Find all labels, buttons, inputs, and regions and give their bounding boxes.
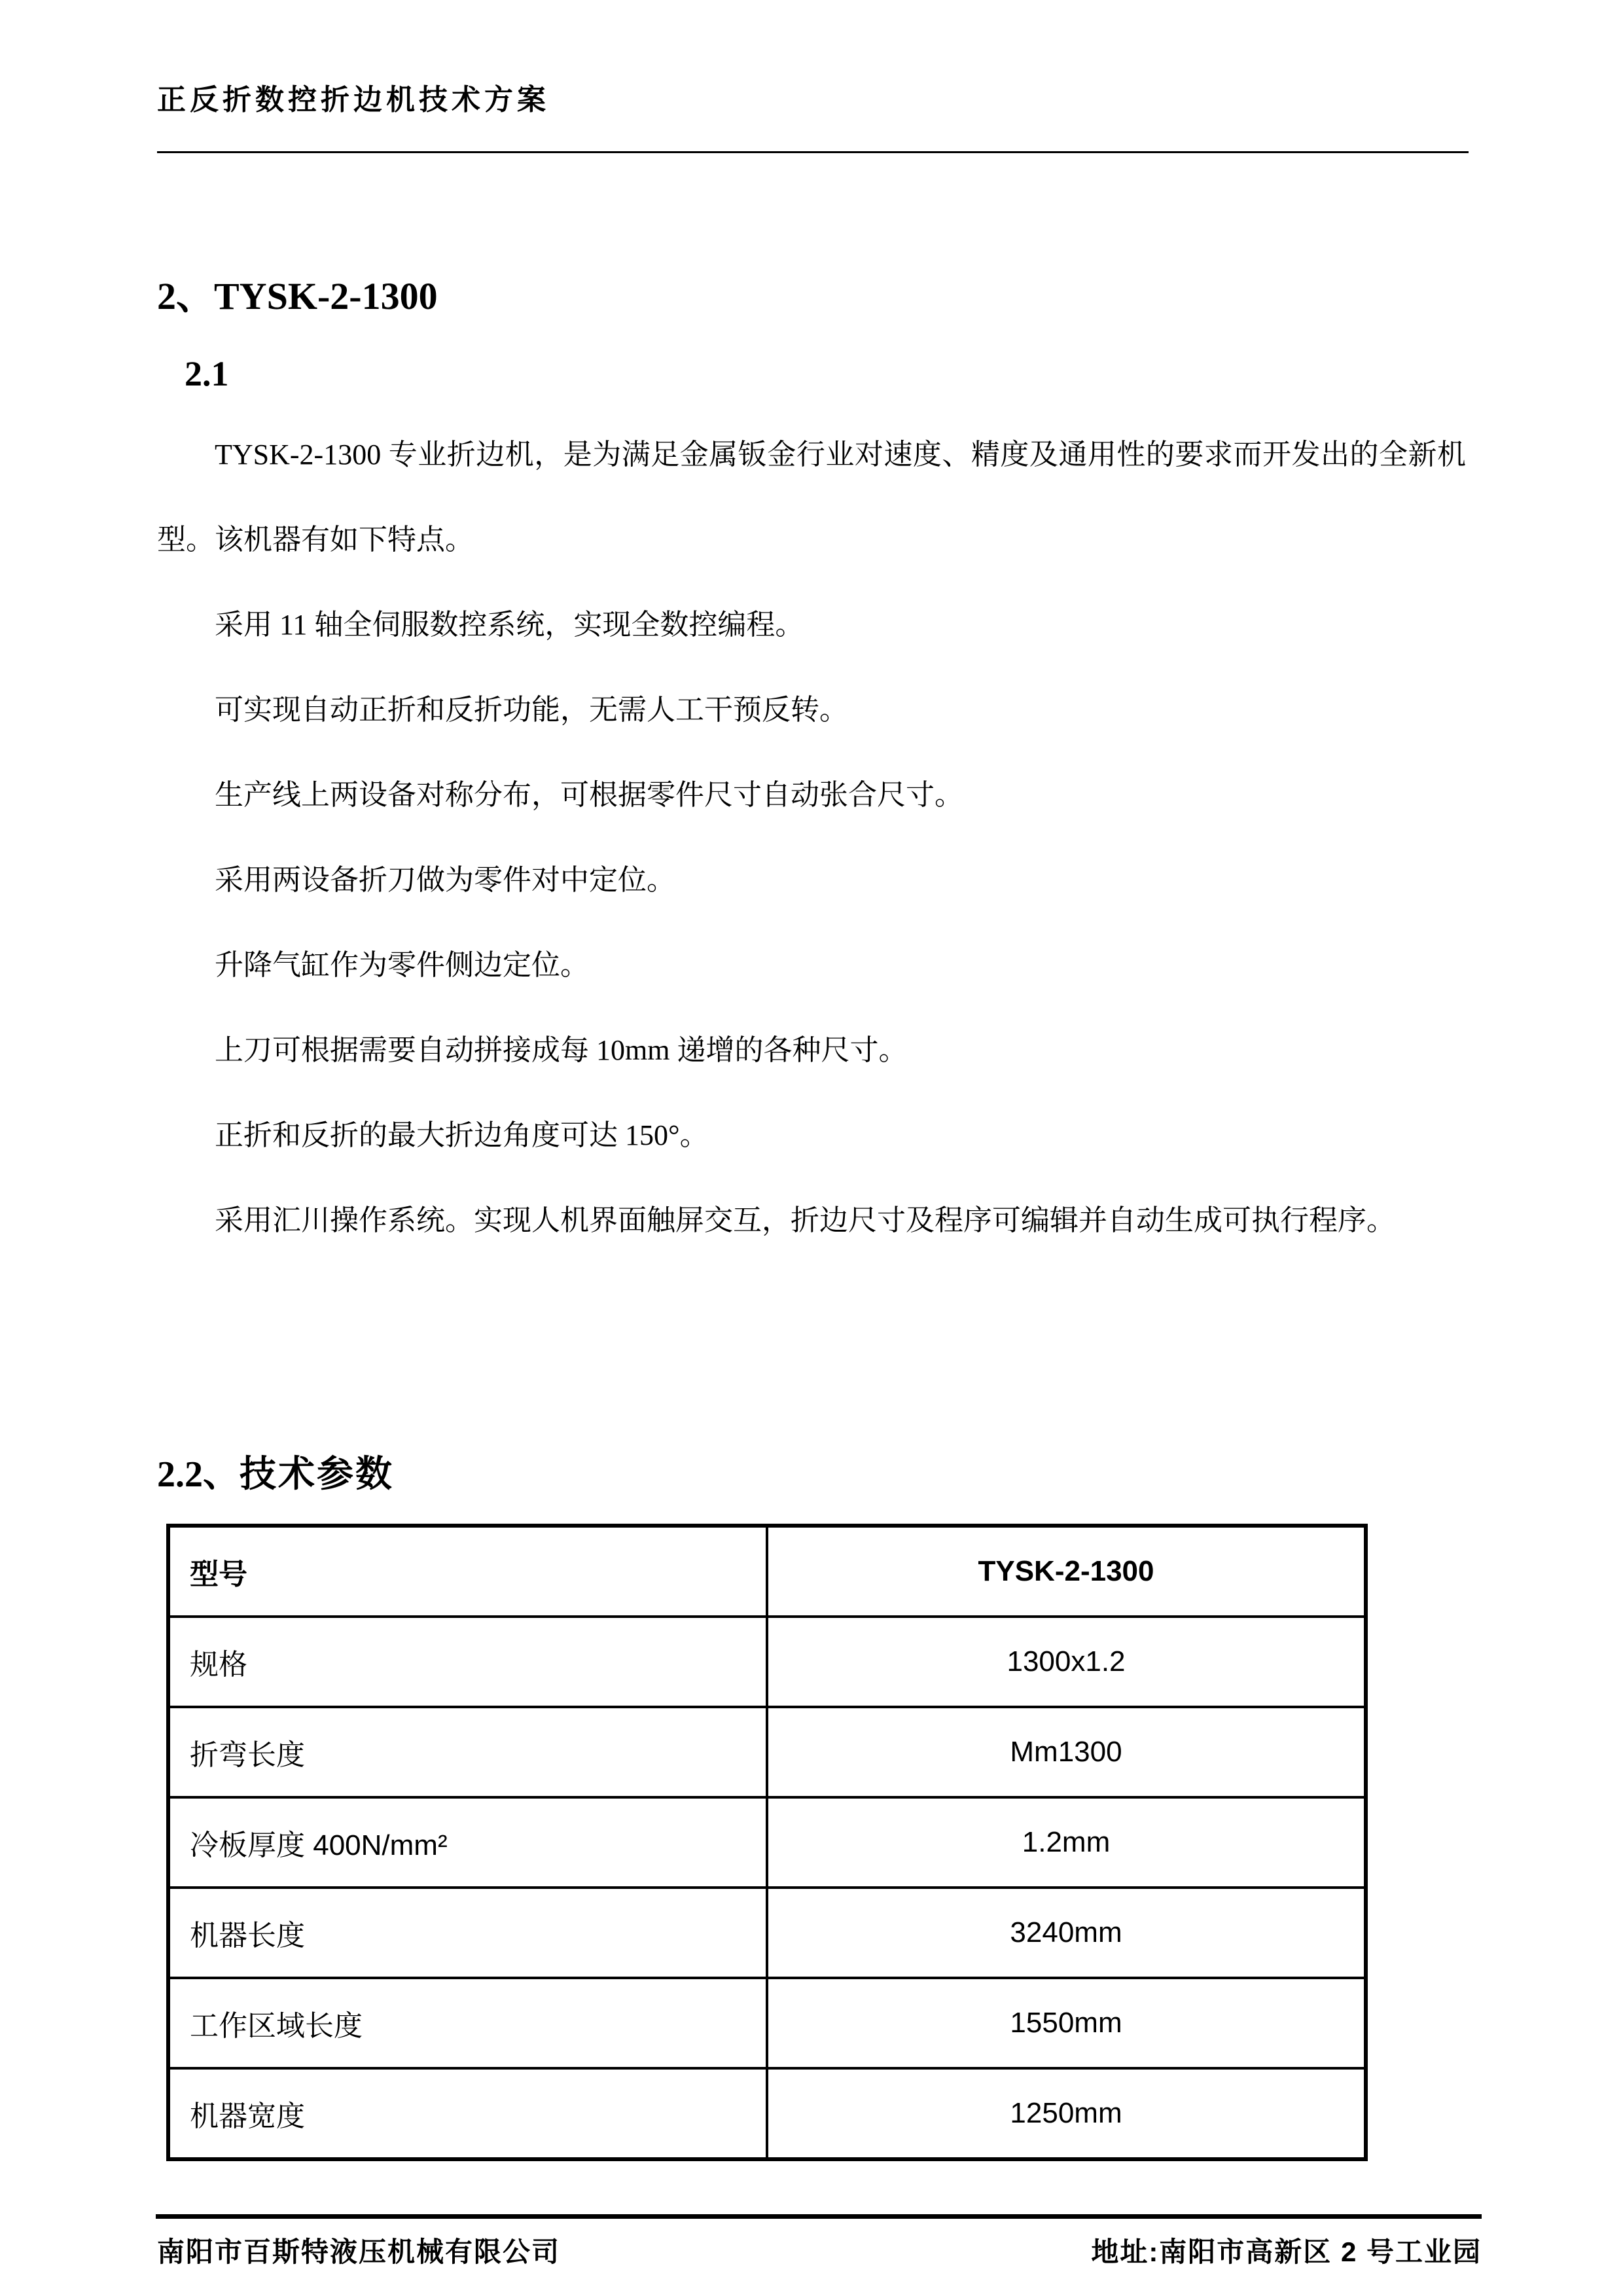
row-label: 冷板厚度 400N/mm² bbox=[168, 1797, 767, 1888]
section-title: 2、TYSK-2-1300 bbox=[157, 275, 438, 317]
table-header-row bbox=[168, 1526, 1366, 1617]
paragraph-feature-1: 采用 11 轴全伺服数控系统，实现全数控编程。 bbox=[215, 609, 804, 641]
params-heading-label: 技术参数 bbox=[240, 1453, 394, 1494]
footer-address: 地址:南阳市高新区 2 号工业园 bbox=[1091, 2236, 1482, 2267]
params-heading bbox=[157, 1445, 394, 1498]
table-header-label: 型号 bbox=[168, 1526, 767, 1617]
params-heading-number: 2.2、 bbox=[157, 1454, 240, 1495]
page-header-title: 正反折数控折边机技术方案 bbox=[157, 84, 550, 116]
paragraph-feature-3: 生产线上两设备对称分布，可根据零件尺寸自动张合尺寸。 bbox=[215, 779, 963, 811]
table-row bbox=[168, 1797, 1366, 1888]
subsection-title: 2.1 bbox=[185, 354, 229, 393]
paragraph-feature-7: 正折和反折的最大折边角度可达 150°。 bbox=[215, 1119, 709, 1151]
table-row bbox=[168, 1617, 1366, 1707]
row-label: 机器宽度 bbox=[168, 2068, 767, 2159]
table-row bbox=[168, 1978, 1366, 2068]
header-rule bbox=[157, 151, 1469, 153]
row-value: 1300x1.2 bbox=[767, 1617, 1366, 1707]
paragraph-intro: TYSK-2-1300 专业折边机，是为满足金属钣金行业对速度、精度及通用性的要求而开发出的全新机型。该机器有如下特点。 bbox=[157, 439, 1466, 556]
row-value: 3240mm bbox=[767, 1888, 1366, 1978]
table-row bbox=[168, 1707, 1366, 1797]
footer-rule bbox=[156, 2214, 1482, 2219]
footer-company: 南阳市百斯特液压机械有限公司 bbox=[157, 2236, 561, 2267]
paragraph-feature-6: 上刀可根据需要自动拼接成每 10mm 递增的各种尺寸。 bbox=[215, 1034, 908, 1066]
paragraph-feature-4: 采用两设备折刀做为零件对中定位。 bbox=[215, 864, 675, 896]
row-value: 1.2mm bbox=[767, 1797, 1366, 1888]
paragraph-feature-2: 可实现自动正折和反折功能，无需人工干预反转。 bbox=[215, 694, 848, 726]
row-label: 规格 bbox=[168, 1617, 767, 1707]
row-value: 1550mm bbox=[767, 1978, 1366, 2068]
row-label: 机器长度 bbox=[168, 1888, 767, 1978]
row-label: 折弯长度 bbox=[168, 1707, 767, 1797]
params-table bbox=[166, 1524, 1368, 2161]
paragraph-feature-5: 升降气缸作为零件侧边定位。 bbox=[215, 949, 589, 981]
row-value: Mm1300 bbox=[767, 1707, 1366, 1797]
paragraph-feature-8: 采用汇川操作系统。实现人机界面触屏交互，折边尺寸及程序可编辑并自动生成可执行程序。 bbox=[215, 1204, 1395, 1236]
table-header-value: TYSK-2-1300 bbox=[767, 1526, 1366, 1617]
table-row bbox=[168, 2068, 1366, 2159]
row-label: 工作区域长度 bbox=[168, 1978, 767, 2068]
row-value: 1250mm bbox=[767, 2068, 1366, 2159]
table-row bbox=[168, 1888, 1366, 1978]
body-text bbox=[157, 412, 1466, 1263]
